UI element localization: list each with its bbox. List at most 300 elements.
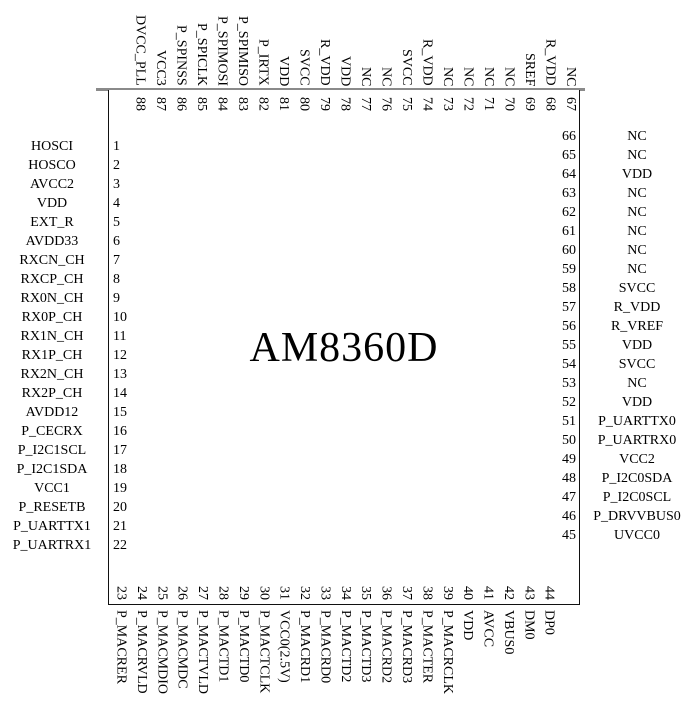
pin-label: VDD	[460, 610, 476, 641]
chip-outline	[108, 90, 580, 605]
pin-label: AVDD33	[25, 234, 79, 250]
pin-row	[540, 451, 695, 470]
pin-number: 72	[460, 97, 476, 111]
pin-number: 9	[113, 291, 120, 307]
pin-number: 79	[317, 97, 333, 111]
pin-row	[540, 432, 695, 451]
pin-label-cell	[253, 610, 273, 708]
pin-number: 42	[500, 586, 516, 600]
pin-label: P_DRVVBUS0	[593, 509, 681, 525]
pin-label-cell	[519, 0, 540, 86]
pin-number: 65	[562, 148, 576, 164]
pin-number: 68	[542, 97, 558, 111]
pin-number-cell	[170, 97, 191, 137]
pin-number: 58	[562, 281, 576, 297]
pin-label: AVCC	[480, 610, 496, 648]
pin-number: 12	[113, 348, 127, 364]
pin-number-cell	[273, 556, 293, 600]
pin-number: 77	[358, 97, 374, 111]
right-pin-rows	[540, 128, 695, 546]
pin-number: 56	[562, 319, 576, 335]
pin-number: 27	[195, 586, 211, 600]
pin-number: 55	[562, 338, 576, 354]
pin-row	[0, 537, 150, 556]
pin-label: P_SPIMOSI	[214, 15, 230, 86]
pin-row	[540, 318, 695, 337]
pin-number-cell	[437, 97, 458, 137]
pin-row	[0, 290, 150, 309]
pin-number-cell	[151, 556, 171, 600]
pin-label-cell	[518, 610, 538, 708]
pin-label: P_MACRVLD	[133, 610, 149, 694]
pin-number-cell	[396, 97, 417, 137]
pin-label: VCC0(2.5V)	[276, 610, 292, 683]
pin-number-cell	[211, 97, 232, 137]
pin-row	[0, 480, 150, 499]
pin-number: 45	[562, 528, 576, 544]
pin-number: 5	[113, 215, 120, 231]
pin-number: 28	[215, 586, 231, 600]
pin-label: VCC3	[153, 50, 169, 86]
pin-label: EXT_R	[30, 215, 74, 231]
pin-number-cell	[294, 556, 314, 600]
pin-number: 78	[337, 97, 353, 111]
pin-label: P_MACTCLK	[256, 610, 272, 694]
pin-label-cell	[334, 610, 354, 708]
pin-label-cell	[416, 0, 437, 86]
pin-number-cell	[457, 556, 477, 600]
pin-label: P_SPIMISO	[235, 15, 251, 86]
left-pin-rows	[0, 138, 150, 556]
pin-number: 24	[133, 586, 149, 600]
pin-number: 22	[113, 538, 127, 554]
pin-number: 36	[378, 586, 394, 600]
pin-label-cell	[170, 0, 191, 86]
pin-label: P_MACTVLD	[195, 610, 211, 695]
pin-label: NC	[627, 186, 647, 202]
pin-number: 74	[419, 97, 435, 111]
pin-row	[540, 299, 695, 318]
pin-label-cell	[151, 610, 171, 708]
pin-label: VDD	[621, 395, 653, 411]
pin-label-cell	[334, 0, 355, 86]
pin-label-cell	[110, 610, 130, 708]
pin-label: SVCC	[618, 281, 656, 297]
pin-number: 31	[276, 586, 292, 600]
pin-number-cell	[355, 556, 375, 600]
pin-number: 53	[562, 376, 576, 392]
pin-number: 76	[378, 97, 394, 111]
pin-number: 81	[276, 97, 292, 111]
pin-label-cell	[294, 610, 314, 708]
pin-number: 3	[113, 177, 120, 193]
pin-number: 10	[113, 310, 127, 326]
pin-row	[540, 527, 695, 546]
pin-number: 67	[563, 97, 579, 111]
pin-number-cell	[314, 556, 334, 600]
bottom-pin-labels	[110, 610, 559, 708]
pin-label: P_MACRD0	[317, 610, 333, 684]
pin-label-cell	[395, 610, 415, 708]
pin-number: 62	[562, 205, 576, 221]
pin-number-cell	[334, 97, 355, 137]
pin-number: 1	[113, 139, 120, 155]
pin-label: SVCC	[618, 357, 656, 373]
pin-label: P_MACTD1	[215, 610, 231, 683]
pin-label: R_VREF	[610, 319, 664, 335]
pin-label: P_MACRD1	[297, 610, 313, 684]
pin-number: 30	[256, 586, 272, 600]
pin-label: AVDD12	[25, 405, 79, 421]
pin-row	[0, 404, 150, 423]
pin-row	[0, 233, 150, 252]
pin-label-cell	[129, 0, 150, 86]
pin-label: NC	[481, 66, 497, 86]
pin-row	[0, 195, 150, 214]
pin-label: P_SPICLK	[194, 22, 210, 86]
pin-label-cell	[191, 0, 212, 86]
pin-label: AVCC2	[29, 177, 75, 193]
pin-row	[0, 214, 150, 233]
pin-label-cell	[355, 0, 376, 86]
pin-number: 48	[562, 471, 576, 487]
pin-row	[0, 252, 150, 271]
pin-number: 63	[562, 186, 576, 202]
pin-label-cell	[273, 610, 293, 708]
pin-number-cell	[416, 97, 437, 137]
pin-row	[540, 166, 695, 185]
pin-label-cell	[314, 0, 335, 86]
pin-label: NC	[501, 66, 517, 86]
pin-row	[0, 442, 150, 461]
pin-number-cell	[253, 556, 273, 600]
pin-row	[540, 280, 695, 299]
pin-label-cell	[314, 610, 334, 708]
pin-label: RX2P_CH	[21, 386, 83, 402]
pin-number-cell	[436, 556, 456, 600]
pin-number: 14	[113, 386, 127, 402]
pin-row	[540, 261, 695, 280]
pin-label: P_MACRER	[113, 610, 129, 684]
pin-label-cell	[560, 0, 581, 86]
pin-label-cell	[477, 610, 497, 708]
pin-number-cell	[130, 556, 150, 600]
pin-row	[0, 157, 150, 176]
pin-number: 70	[501, 97, 517, 111]
pin-number-cell	[273, 97, 294, 137]
pin-label: NC	[440, 66, 456, 86]
pin-row	[0, 271, 150, 290]
pin-label-cell	[416, 610, 436, 708]
pin-label: RX0P_CH	[21, 310, 83, 326]
pin-label: SREF	[522, 52, 538, 86]
pin-number: 59	[562, 262, 576, 278]
pin-label: NC	[358, 66, 374, 86]
pin-label: DM0	[521, 610, 537, 640]
pin-number: 52	[562, 395, 576, 411]
pin-row	[540, 470, 695, 489]
pin-row	[540, 413, 695, 432]
pin-number: 50	[562, 433, 576, 449]
pin-number-cell	[232, 97, 253, 137]
pin-label-cell	[355, 610, 375, 708]
pin-label: P_MACRCLK	[439, 610, 455, 695]
pin-label: P_I2C0SCL	[602, 490, 672, 506]
pin-number: 44	[541, 586, 557, 600]
pin-number: 33	[317, 586, 333, 600]
pin-number: 83	[235, 97, 251, 111]
pin-row	[540, 128, 695, 147]
pin-number: 11	[113, 329, 127, 345]
pin-label-cell	[538, 610, 558, 708]
pin-label: R_VDD	[419, 39, 435, 86]
pin-number-cell	[477, 556, 497, 600]
pin-number: 25	[154, 586, 170, 600]
pin-number-cell	[375, 97, 396, 137]
pin-number-cell	[538, 556, 558, 600]
pin-label: VBUS0	[500, 610, 516, 655]
pin-label-cell	[212, 610, 232, 708]
pin-number-cell	[191, 97, 212, 137]
pin-number: 19	[113, 481, 127, 497]
pin-row	[540, 489, 695, 508]
pin-label: HOSCO	[28, 158, 76, 174]
pin-label-cell	[252, 0, 273, 86]
pin-number: 80	[296, 97, 312, 111]
pin-number-cell	[252, 97, 273, 137]
pin-number: 57	[562, 300, 576, 316]
pin-label: RX0N_CH	[20, 291, 84, 307]
pin-number: 61	[562, 224, 576, 240]
pin-label: P_MACTER	[419, 610, 435, 684]
pin-number: 84	[214, 97, 230, 111]
pin-label: P_I2C1SCL	[17, 443, 87, 459]
pin-number: 29	[235, 586, 251, 600]
pin-label: UVCC0	[614, 528, 660, 544]
pin-number: 35	[358, 586, 374, 600]
pin-row	[540, 185, 695, 204]
pin-row	[540, 337, 695, 356]
top-pin-numbers	[129, 97, 580, 137]
pin-row	[540, 508, 695, 527]
pin-number: 40	[460, 586, 476, 600]
pin-label: P_I2C0SDA	[601, 471, 673, 487]
pin-label: P_MACRD2	[378, 610, 394, 684]
pin-label: NC	[460, 66, 476, 86]
pin-row	[0, 328, 150, 347]
pin-number: 13	[113, 367, 127, 383]
pin-row	[540, 147, 695, 166]
pin-label: P_SPINSS	[173, 25, 189, 86]
pin-number: 88	[132, 97, 148, 111]
pin-label: P_UARTTX1	[13, 519, 91, 535]
pin-label: VDD	[337, 55, 353, 86]
pin-label: DP0	[541, 610, 557, 635]
pin-number: 41	[480, 586, 496, 600]
pin-label: P_MACTD0	[235, 610, 251, 683]
pin-label: HOSCI	[30, 139, 73, 155]
pin-label: NC	[627, 205, 647, 221]
pin-number: 8	[113, 272, 120, 288]
pin-label: VCC1	[34, 481, 70, 497]
pin-number-cell	[192, 556, 212, 600]
pin-label: P_CECRX	[21, 424, 83, 440]
pin-row	[0, 138, 150, 157]
pin-number: 69	[522, 97, 538, 111]
pin-number: 15	[113, 405, 127, 421]
pin-number: 17	[113, 443, 127, 459]
pin-row	[0, 385, 150, 404]
pin-number: 54	[562, 357, 576, 373]
pin-row	[0, 347, 150, 366]
pin-label: P_MACRD3	[399, 610, 414, 684]
pin-number-cell	[457, 97, 478, 137]
pin-label: VDD	[36, 196, 68, 212]
pin-label-cell	[436, 610, 456, 708]
pin-label-cell	[396, 0, 417, 86]
pin-number-cell	[212, 556, 232, 600]
pin-label-cell	[130, 610, 150, 708]
pin-number-cell	[519, 97, 540, 137]
pin-row	[540, 375, 695, 394]
pin-label: RX1N_CH	[20, 329, 84, 345]
pin-number: 82	[255, 97, 271, 111]
pin-number-cell	[497, 556, 517, 600]
pin-label: P_UARTRX0	[597, 433, 677, 449]
pin-number: 16	[113, 424, 127, 440]
pin-label-cell	[375, 610, 395, 708]
pin-label: NC	[563, 66, 579, 86]
pin-number-cell	[314, 97, 335, 137]
pin-label: R_VDD	[613, 300, 661, 316]
pin-label: NC	[627, 262, 647, 278]
pin-label: RX1P_CH	[21, 348, 83, 364]
pin-label: VCC2	[619, 452, 655, 468]
pin-label: RX2N_CH	[20, 367, 84, 383]
pin-row	[0, 518, 150, 537]
pin-number-cell	[416, 556, 436, 600]
pin-row	[0, 461, 150, 480]
pin-number: 71	[481, 97, 497, 111]
pin-row	[0, 499, 150, 518]
pin-row	[540, 394, 695, 413]
pin-label-cell	[457, 610, 477, 708]
pin-number: 60	[562, 243, 576, 259]
pin-label: R_VDD	[542, 39, 558, 86]
pin-label-cell	[498, 0, 519, 86]
pin-number-cell	[518, 556, 538, 600]
pin-label: NC	[627, 148, 647, 164]
pin-number: 47	[562, 490, 576, 506]
pin-label-cell	[457, 0, 478, 86]
pin-number-cell	[334, 556, 354, 600]
pin-row	[0, 366, 150, 385]
pin-row	[540, 223, 695, 242]
pin-label: P_RESETB	[18, 500, 86, 516]
pin-number: 43	[521, 586, 537, 600]
pin-number: 34	[337, 586, 353, 600]
pin-number: 87	[153, 97, 169, 111]
chip-part-number: AM8360D	[249, 324, 439, 371]
pin-number: 21	[113, 519, 127, 535]
pin-number: 6	[113, 234, 120, 250]
pin-label: VDD	[621, 338, 653, 354]
pin-number: 26	[174, 586, 190, 600]
pin-label-cell	[437, 0, 458, 86]
pin-number-cell	[355, 97, 376, 137]
pin-number: 38	[419, 586, 435, 600]
pin-label: VDD	[276, 55, 292, 86]
pin-label-cell	[273, 0, 294, 86]
pin-number: 4	[113, 196, 120, 212]
pin-label-cell	[497, 610, 517, 708]
pin-label: NC	[627, 224, 647, 240]
bottom-pin-numbers	[110, 556, 559, 600]
pin-label: RXCN_CH	[19, 253, 85, 269]
pin-number: 49	[562, 452, 576, 468]
pin-label: SVCC	[296, 49, 312, 86]
pin-row	[540, 242, 695, 261]
pin-number: 23	[113, 586, 129, 600]
pin-label: VDD	[621, 167, 653, 183]
pin-number: 46	[562, 509, 576, 525]
pin-row	[540, 204, 695, 223]
pin-number-cell	[232, 556, 252, 600]
pin-label-cell	[293, 0, 314, 86]
pin-label: NC	[627, 129, 647, 145]
pin-number-cell	[150, 97, 171, 137]
pin-label: DVCC_PLL	[132, 15, 148, 86]
top-pin-labels	[129, 0, 580, 86]
pin-label-cell	[232, 610, 252, 708]
pin-label-cell	[171, 610, 191, 708]
pin-number: 7	[113, 253, 120, 269]
pin-number-cell	[110, 556, 130, 600]
pin-row	[0, 423, 150, 442]
pin-number: 75	[399, 97, 415, 111]
pin-number-cell	[129, 97, 150, 137]
pin-number-cell	[498, 97, 519, 137]
pin-number-cell	[478, 97, 499, 137]
pin-label: P_UARTTX0	[598, 414, 676, 430]
pin-label: P_I2C1SDA	[16, 462, 88, 478]
pin-number: 32	[297, 586, 313, 600]
pin-number: 73	[440, 97, 456, 111]
pin-number: 86	[173, 97, 189, 111]
pin-label: NC	[378, 66, 394, 86]
pin-label: P_MACMDC	[174, 610, 190, 689]
pin-number: 66	[562, 129, 576, 145]
pin-number: 39	[439, 586, 455, 600]
pin-label-cell	[539, 0, 560, 86]
pin-label-cell	[478, 0, 499, 86]
pin-label: P_IRTX	[255, 39, 271, 86]
pin-number: 85	[194, 97, 210, 111]
pin-number: 37	[399, 586, 414, 600]
pin-row	[540, 356, 695, 375]
pin-label: NC	[627, 376, 647, 392]
pin-number: 51	[562, 414, 576, 430]
pin-number-cell	[395, 556, 415, 600]
pin-number: 2	[113, 158, 120, 174]
pin-label-cell	[375, 0, 396, 86]
pin-label: P_MACTD3	[358, 610, 374, 683]
pin-label: P_MACMDIO	[154, 610, 170, 695]
pin-label-cell	[232, 0, 253, 86]
pin-number-cell	[171, 556, 191, 600]
pin-label: P_UARTRX1	[12, 538, 92, 554]
pin-label-cell	[192, 610, 212, 708]
